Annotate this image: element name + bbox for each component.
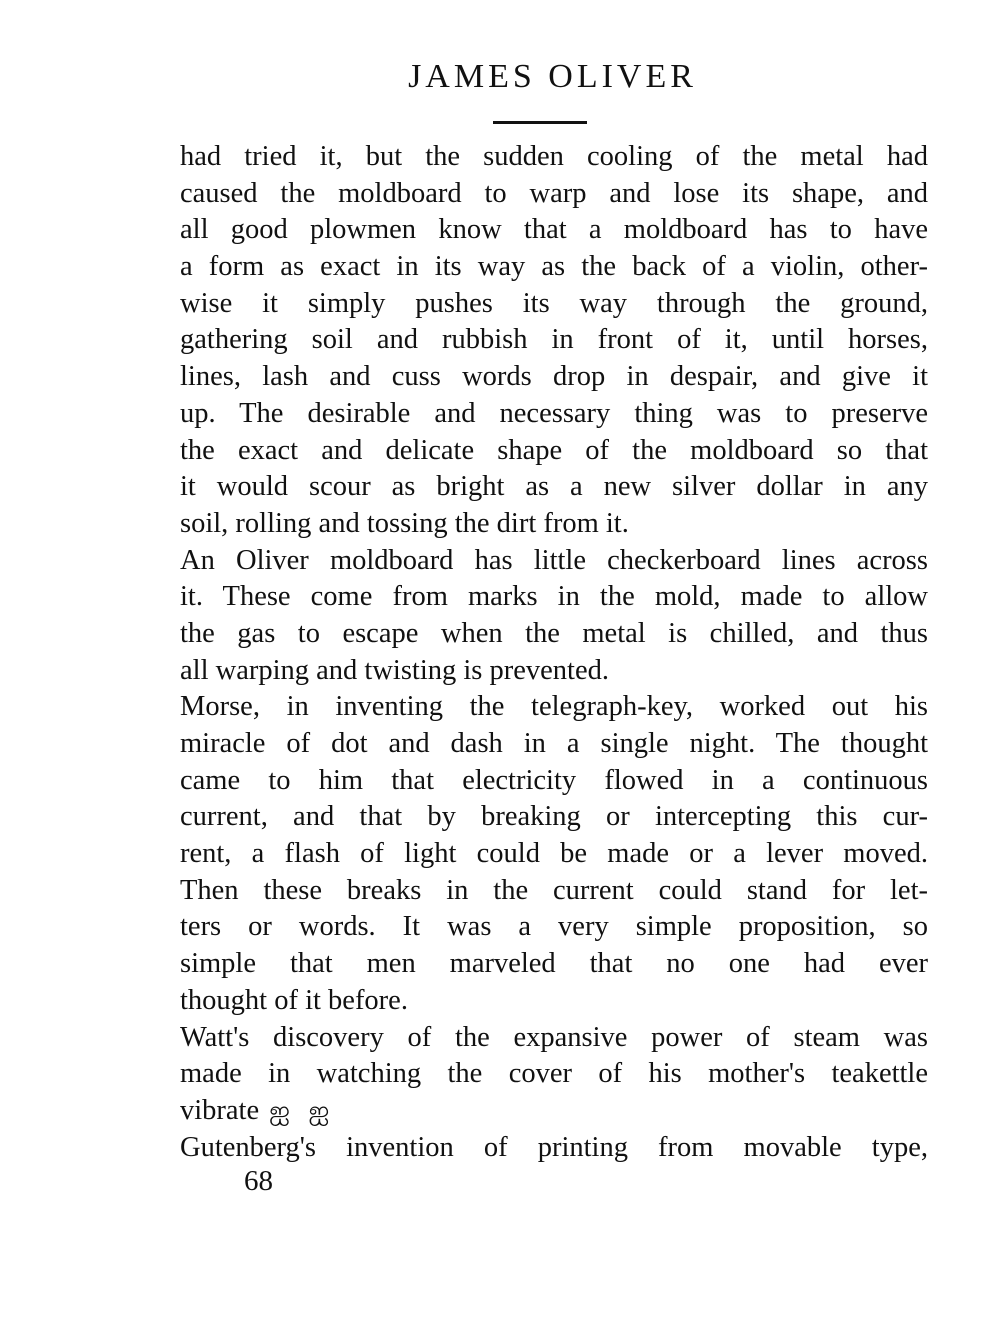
text-line: caused the moldboard to warp and lose its shape, and xyxy=(180,177,928,209)
text-line: came to him that electricity flowed in a continuous xyxy=(180,764,928,796)
text-line: the exact and delicate shape of the moldboard so that xyxy=(180,434,928,466)
text-line: up. The desirable and necessary thing was to preserve xyxy=(180,397,928,429)
text-line: all good plowmen know that a moldboard has to have xyxy=(180,214,928,246)
text-line: gathering soil and rubbish in front of it, until horses, xyxy=(180,324,928,356)
text-line: soil, rolling and tossing the dirt from it. xyxy=(180,507,629,539)
running-head: JAMES OLIVER xyxy=(408,58,697,95)
text-line-with-ornament xyxy=(180,1093,928,1130)
text-line: wise it simply pushes its way through the ground, xyxy=(180,287,928,319)
text-line: made in watching the cover of his mother's teakettle xyxy=(180,1058,928,1090)
page-number: 68 xyxy=(244,1165,273,1197)
text-line: Gutenberg's invention of printing from movable type, xyxy=(180,1131,928,1163)
text-line: had tried it, but the sudden cooling of the metal had xyxy=(180,141,928,172)
head-rule-divider xyxy=(493,121,587,124)
text-line: a form as exact in its way as the back of a violin, other- xyxy=(180,251,928,283)
text-line: An Oliver moldboard has little checkerboard lines across xyxy=(180,544,928,576)
body-text xyxy=(180,139,928,1166)
text-line: the gas to escape when the metal is chilled, and thus xyxy=(180,617,928,649)
text-line: all warping and twisting is prevented. xyxy=(180,654,609,686)
text-line: current, and that by breaking or intercepting this cur- xyxy=(180,801,928,833)
text-line: rent, a flash of light could be made or a lever moved. xyxy=(180,838,928,870)
text-line: simple that men marveled that no one had ever xyxy=(180,948,928,980)
text-line: lines, lash and cuss words drop in despair, and give it xyxy=(180,361,928,393)
text-line: Then these breaks in the current could stand for let- xyxy=(180,874,928,906)
text-line: it. These come from marks in the mold, made to allow xyxy=(180,581,928,613)
text-line: thought of it before. xyxy=(180,984,408,1016)
fleuron-ornament-icon: ஐ ஐ xyxy=(269,1095,336,1125)
text-line: ters or words. It was a very simple proposition, so xyxy=(180,911,928,943)
text-line: Watt's discovery of the expansive power of steam was xyxy=(180,1021,928,1053)
text-line: vibrate xyxy=(180,1094,260,1126)
text-line: miracle of dot and dash in a single night. The thought xyxy=(180,728,928,759)
text-line: Morse, in inventing the telegraph-key, worked out his xyxy=(180,691,928,723)
text-line: it would scour as bright as a new silver dollar in any xyxy=(180,471,928,503)
